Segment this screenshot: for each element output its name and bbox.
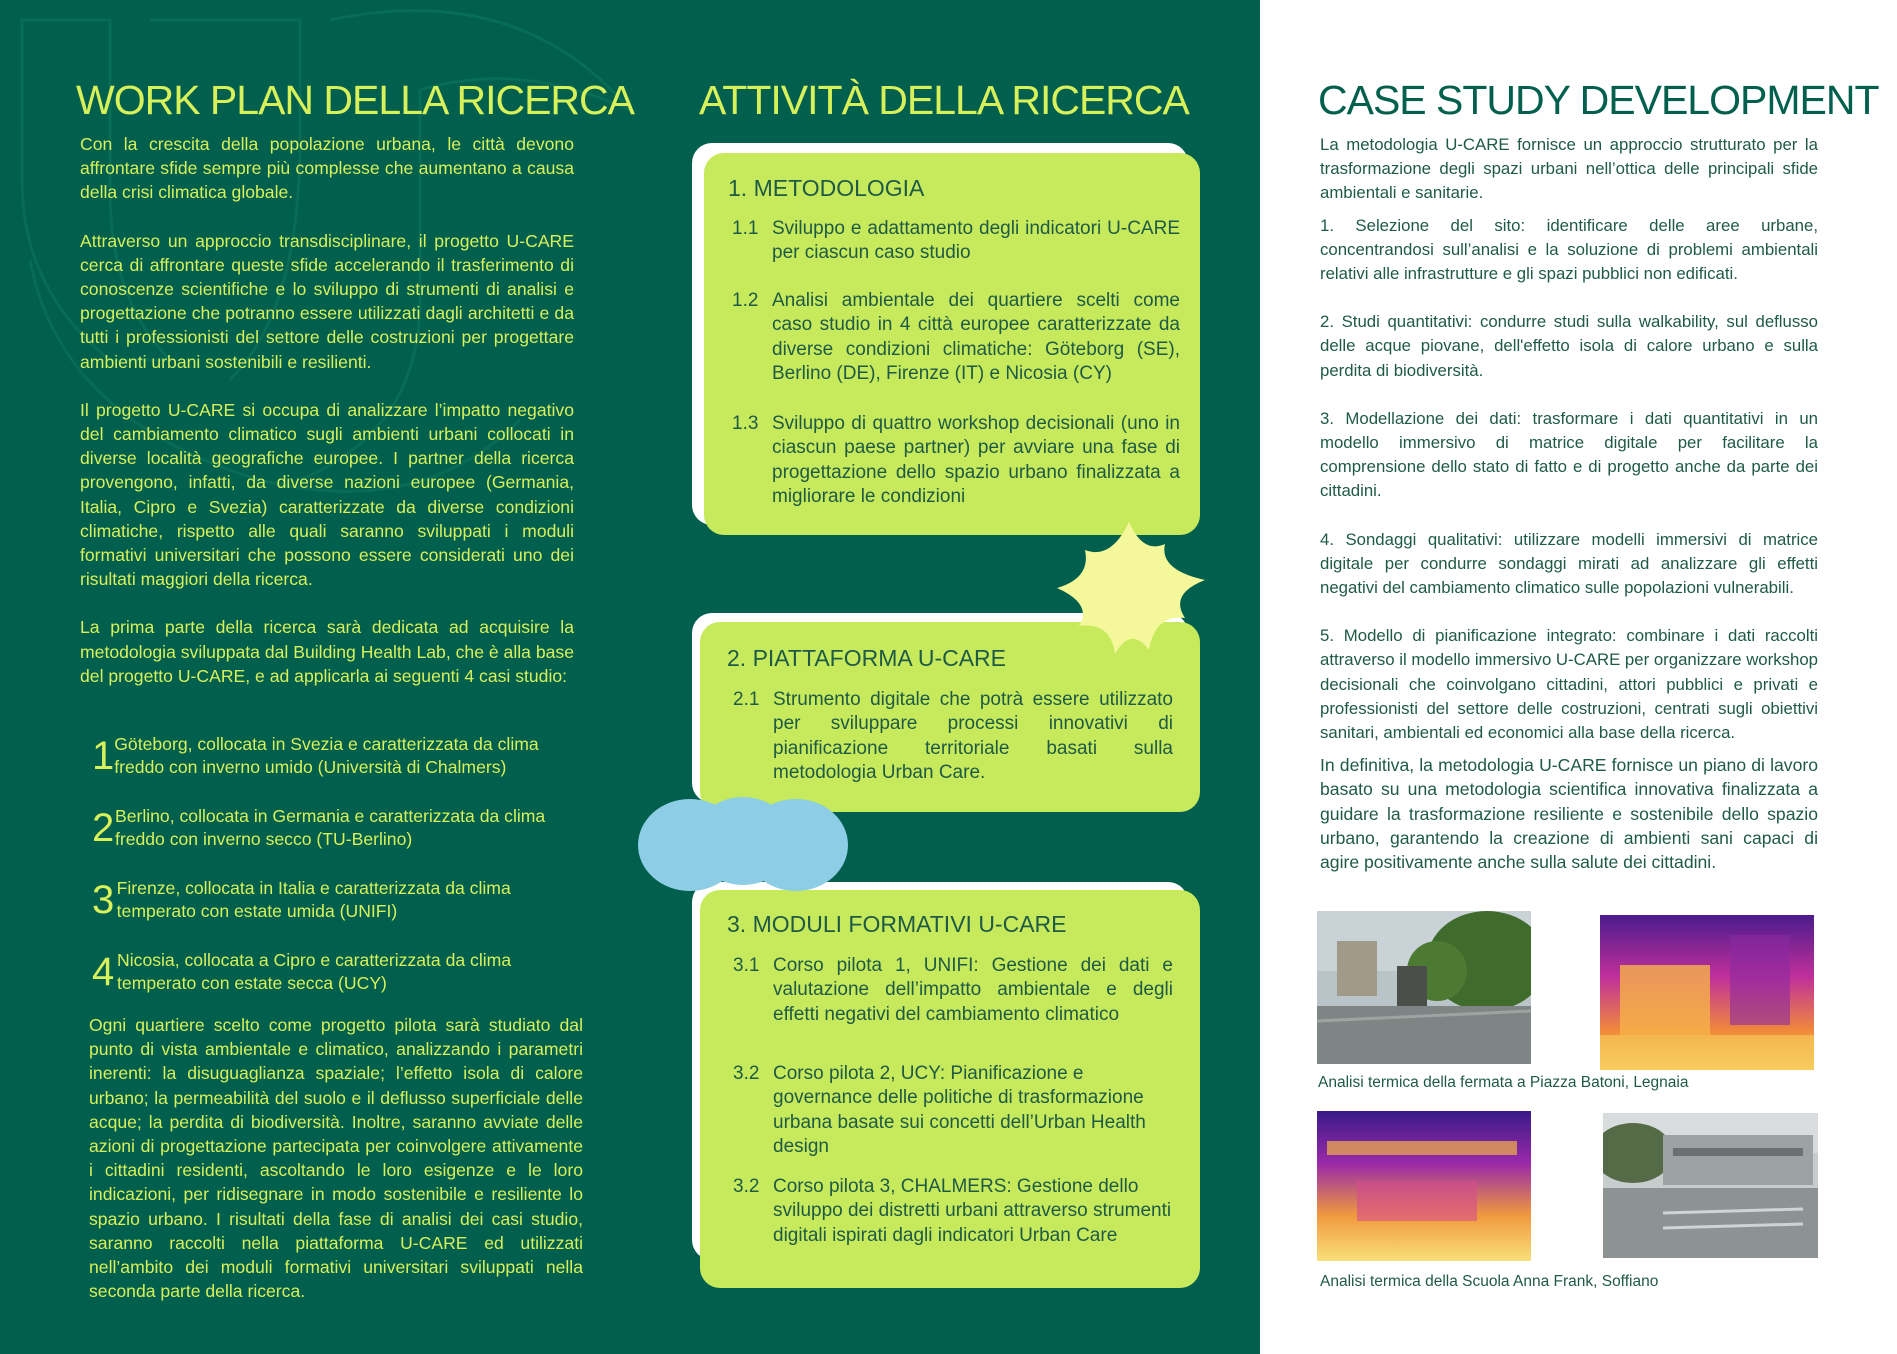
- card-title: 2. PIATTAFORMA U-CARE: [727, 645, 1007, 671]
- case-number: 2: [92, 806, 115, 850]
- case-text: Nicosia, collocata a Cipro e caratterizzata da clima temperato con estate secca (UCY): [117, 950, 512, 993]
- closing-paragraph: Ogni quartiere scelto come progetto pilota sarà studiato dal punto di vista ambientale e climatico, analizzando i parametri inerenti: la disuguaglianza spaziale; l’effetto isola di calore urbano; la permeabilità del suolo e il deflusso superficiale delle acque; la perdita di biodiversità. Inoltre, saranno avviate delle azioni di progettazione partecipata per coinvolgere attivamente i cittadini residenti, ascoltando le loro esigenze e le loro indicazioni, per ridisegnare in modo sostenibile e resiliente lo spazio urbano. I risultati della fase di analisi dei casi studio, saranno raccolti nella piattaforma U-CARE ed utilizzati nell’ambito dei moduli formativi universitari sviluppati nella seconda parte della ricerca.: [89, 1015, 583, 1302]
- approach-paragraph: Attraverso un approccio transdisciplinare, il progetto U-CARE cerca di affrontare queste sfide accelerando il trasferimento di conoscenze scientifiche e lo sviluppo di strumenti di analisi e progettazione che potranno essere utilizzati dagli architetti e da tutti i professionisti del settore delle costruzioni per progettare ambienti urbani sostenibili e resilienti.: [80, 230, 574, 372]
- card-title: 3. MODULI FORMATIVI U-CARE: [727, 911, 1067, 937]
- thermal-image-icon: [1600, 915, 1814, 1070]
- item-text: Corso pilota 1, UNIFI: Gestione dei dati e valutazione dell’impatto ambientale e degli effetti negativi del cambiamento climatico: [773, 955, 1173, 1025]
- list-item: [92, 877, 582, 949]
- photo-street-icon: [1317, 911, 1531, 1064]
- cloud-icon: [638, 795, 848, 895]
- item-number: 3.2: [733, 1176, 760, 1197]
- methodology-card: [704, 153, 1200, 535]
- intro-paragraph: Con la crescita della popolazione urbana, le città devono affrontare sfide sempre più complesse che aumentano a causa della crisi climatica globale.: [80, 134, 574, 203]
- step-3-paragraph: 3. Modellazione dei dati: trasformare i dati quantitativi in un modello immersivo di matrice digitale per facilitare la comprensione dello stato di fatto e di progetto anche da parte dei cittadini.: [1320, 408, 1818, 501]
- step-4-paragraph: 4. Sondaggi qualitativi: utilizzare modelli immersivi di matrice digitale per condurre sondaggi mirati ad analizzare gli effetti negativi del cambiamento climatico sulle popolazioni vulnerabili.: [1320, 529, 1818, 598]
- photo-caption: Analisi termica della Scuola Anna Frank, Soffiano: [1320, 1273, 1659, 1290]
- item-text: Sviluppo di quattro workshop decisionali (uno in ciascun paese partner) per avviare una fase di progettazione dello spazio urbano finalizzata a migliorare le condizioni: [772, 413, 1180, 507]
- case-number: 3: [92, 878, 115, 922]
- photo-street-icon: [1603, 1113, 1818, 1258]
- step-5-paragraph: 5. Modello di pianificazione integrato: combinare i dati raccolti attraverso il modello immersivo U-CARE per organizzare workshop decisionali che coinvolgano cittadini, attori pubblici e privati e professionisti del settore delle costruzioni, centrati sugli obiettivi sanitari, ambientali ed economici alla base della ricerca.: [1320, 626, 1819, 743]
- first-part-paragraph: La prima parte della ricerca sarà dedicata ad acquisire la metodologia sviluppata dal Building Health Lab, che è alla base del progetto U-CARE, e ad applicarla ai seguenti 4 casi studio:: [80, 617, 574, 686]
- item-number: 1.2: [732, 290, 759, 311]
- activities-title: ATTIVITÀ DELLA RICERCA: [699, 77, 1189, 123]
- item-number: 2.1: [733, 689, 760, 710]
- training-modules-card: [700, 890, 1200, 1288]
- item-number: 1.1: [732, 218, 759, 239]
- climate-paragraph: Il progetto U-CARE si occupa di analizzare l’impatto negativo del cambiamento climatico sugli ambienti urbani collocati in diverse località geografiche europee. I partner della ricerca provengono, infatti, da diverse nazioni europee (Germania, Italia, Cipro e Svezia) caratterizzate da diverse condizioni climatiche, rispetto alle quali saranno sviluppati i moduli formativi universitari che possono essere considerati uno dei risultati maggiori della ricerca.: [80, 399, 574, 590]
- item-number: 3.1: [733, 955, 760, 976]
- flower-icon: [1045, 514, 1213, 662]
- conclusion-paragraph: In definitiva, la metodologia U-CARE fornisce un piano di lavoro basato su una metodologia scientifica innovativa finalizzata a guidare la trasformazione resiliente e sostenibile dello spazio urbano, garantendo la creazione di ambienti sani capaci di agire positivamente anche sulla salute dei cittadini.: [1320, 755, 1818, 873]
- item-number: 3.2: [733, 1063, 760, 1084]
- case-text: Göteborg, collocata in Svezia e caratterizzata da clima freddo con inverno umido (Università di Chalmers): [114, 734, 539, 777]
- list-item: [92, 805, 582, 877]
- work-plan-text: [80, 132, 574, 712]
- list-item: [732, 289, 1180, 386]
- work-plan-title: WORK PLAN DELLA RICERCA: [76, 77, 634, 123]
- case-study-title: CASE STUDY DEVELOPMENT: [1318, 77, 1879, 123]
- item-text: Corso pilota 3, CHALMERS: Gestione dello sviluppo dei distretti urbani attraverso strumenti digitali ispirati dagli indicatori Urban Care: [773, 1176, 1172, 1246]
- photo-caption: Analisi termica della fermata a Piazza Batoni, Legnaia: [1318, 1074, 1689, 1091]
- item-text: Analisi ambientale dei quartiere scelti come caso studio in 4 città europee caratterizzate da diverse condizioni climatiche: Göteborg (SE), Berlino (DE), Firenze (IT) e Nicosia (CY): [772, 290, 1180, 384]
- intro-paragraph: La metodologia U-CARE fornisce un approccio strutturato per la trasformazione degli spazi urbani nell’ottica delle principali sfide ambientali e sanitarie.: [1320, 135, 1818, 203]
- case-text: Berlino, collocata in Germania e caratterizzata da clima freddo con inverno secco (TU-Berlino): [114, 806, 546, 849]
- step-1-paragraph: 1. Selezione del sito: identificare delle aree urbane, concentrandosi sull’analisi e la soluzione di problemi ambientali relativi alle infrastrutture e gli spazi pubblici non edificati.: [1320, 215, 1818, 284]
- step-2-paragraph: 2. Studi quantitativi: condurre studi sulla walkability, sul deflusso delle acque piovane, dell'effetto isola di calore urbano e sulla perdita di biodiversità.: [1320, 312, 1818, 380]
- list-item: [92, 949, 582, 1021]
- item-text: Strumento digitale che potrà essere utilizzato per sviluppare processi innovativi di pianificazione territoriale basati sulla metodologia Urban Care.: [773, 689, 1173, 783]
- list-item: [733, 1175, 1173, 1248]
- card-title: 1. METODOLOGIA: [728, 175, 925, 201]
- case-text: Firenze, collocata in Italia e caratterizzata da clima temperato con estate umida (UNIFI): [116, 878, 511, 921]
- case-number: 4: [92, 950, 115, 994]
- list-item: [732, 412, 1180, 509]
- thermal-image-icon: [1317, 1111, 1531, 1261]
- case-study-list: [92, 733, 582, 1021]
- list-item: [733, 688, 1173, 785]
- item-text: Corso pilota 2, UCY: Pianificazione e governance delle politiche di trasformazione urbana basate sui concetti dell’Urban Health design: [773, 1063, 1146, 1157]
- item-number: 1.3: [732, 413, 759, 434]
- list-item: [733, 1062, 1173, 1159]
- list-item: [733, 954, 1173, 1027]
- item-text: Sviluppo e adattamento degli indicatori U-CARE per ciascun caso studio: [772, 218, 1180, 264]
- list-item: [732, 217, 1180, 266]
- list-item: [92, 733, 582, 805]
- case-study-text: [1320, 133, 1818, 874]
- case-number: 1: [92, 734, 115, 778]
